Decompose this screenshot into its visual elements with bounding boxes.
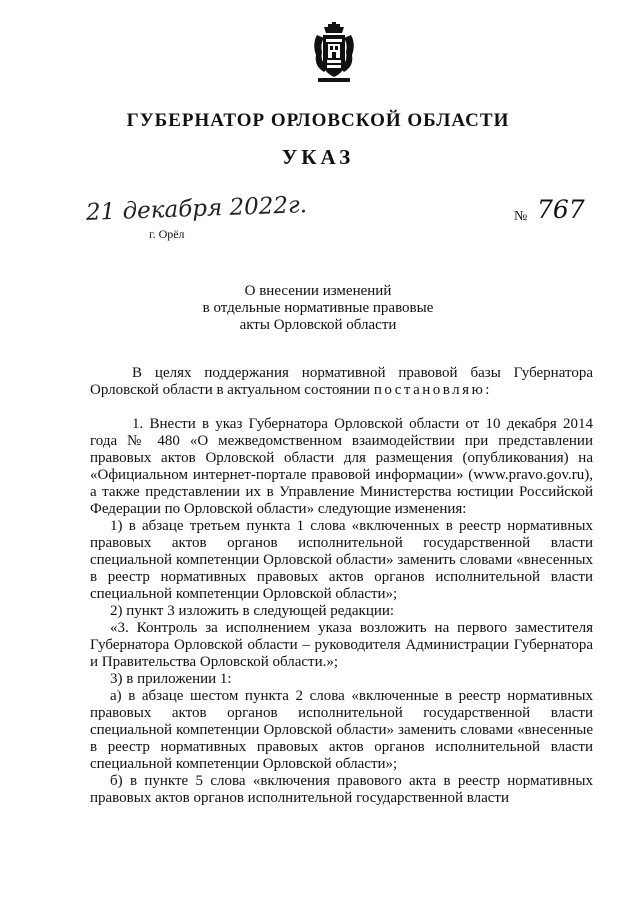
preamble-keyword: постановляю bbox=[373, 382, 486, 398]
subitem-3b-paragraph: б) в пункте 5 слова «включения правового акта в реестр нормативных правовых актов органов исполнительной государственной власти bbox=[90, 773, 593, 806]
preamble-text: В целях поддержания нормативной правовой базы Губернатора Орловской области в актуальном состоянии bbox=[90, 365, 593, 398]
subitem-2-paragraph: 2) пункт 3 изложить в следующей редакции: bbox=[110, 603, 395, 619]
document-body bbox=[90, 365, 593, 807]
preamble-paragraph: В целях поддержания нормативной правовой базы Губернатора Орловской области в актуальном состоянии постановляю: bbox=[90, 365, 593, 398]
subitem-2-text-paragraph: «3. Контроль за исполнением указа возложить на первого заместителя Губернатора Орловской области – руководителя Администрации Губернатора и Правительства Орловской области.»; bbox=[90, 620, 593, 670]
document-title bbox=[0, 283, 636, 334]
subitem-1-paragraph: 1) в абзаце третьем пункта 1 слова «включенных в реестр нормативных правовых актов органов исполнительной государственной власти специальной компетенции Орловской области» заменить словами «внесенных в реестр нормативных правовых актов органов исполнительной власти специальной компетенции Орловской области»; bbox=[90, 518, 593, 602]
handwritten-date: 21 декабря 2022г. bbox=[85, 192, 308, 226]
item-1-paragraph: 1. Внести в указ Губернатора Орловской области от 10 декабря 2014 года № 480 «О межведомственном взаимодействии при представлении правовых актов Орловской области для размещения (опубликования) на «Официальном интернет-портале правовой информации» (www.pravo.gov.ru), а также представлении их в Управление Министерства юстиции Российской Федерации по Орловской области» следующие изменения: bbox=[90, 416, 593, 517]
number-label: № bbox=[514, 209, 528, 224]
issue-city: г. Орёл bbox=[149, 227, 185, 241]
title-line: акты Орловской области bbox=[239, 317, 397, 333]
subitem-3a-paragraph: а) в абзаце шестом пункта 2 слова «включенные в реестр нормативных правовых актов органов исполнительной государственной власти специальной компетенции Орловской области» заменить словами «внесенные в реестр нормативных правовых актов органов исполнительной власти специальной компетенции Орловской области»; bbox=[90, 688, 593, 772]
title-line: О внесении изменений bbox=[244, 283, 392, 299]
document-type: УКАЗ bbox=[281, 145, 355, 169]
coat-of-arms-icon bbox=[312, 22, 356, 84]
title-line: в отдельные нормативные правовые bbox=[202, 300, 434, 316]
issuing-authority: ГУБЕРНАТОР ОРЛОВСКОЙ ОБЛАСТИ bbox=[126, 110, 510, 131]
subitem-3-paragraph: 3) в приложении 1: bbox=[110, 671, 232, 687]
handwritten-number: 767 bbox=[537, 195, 585, 224]
